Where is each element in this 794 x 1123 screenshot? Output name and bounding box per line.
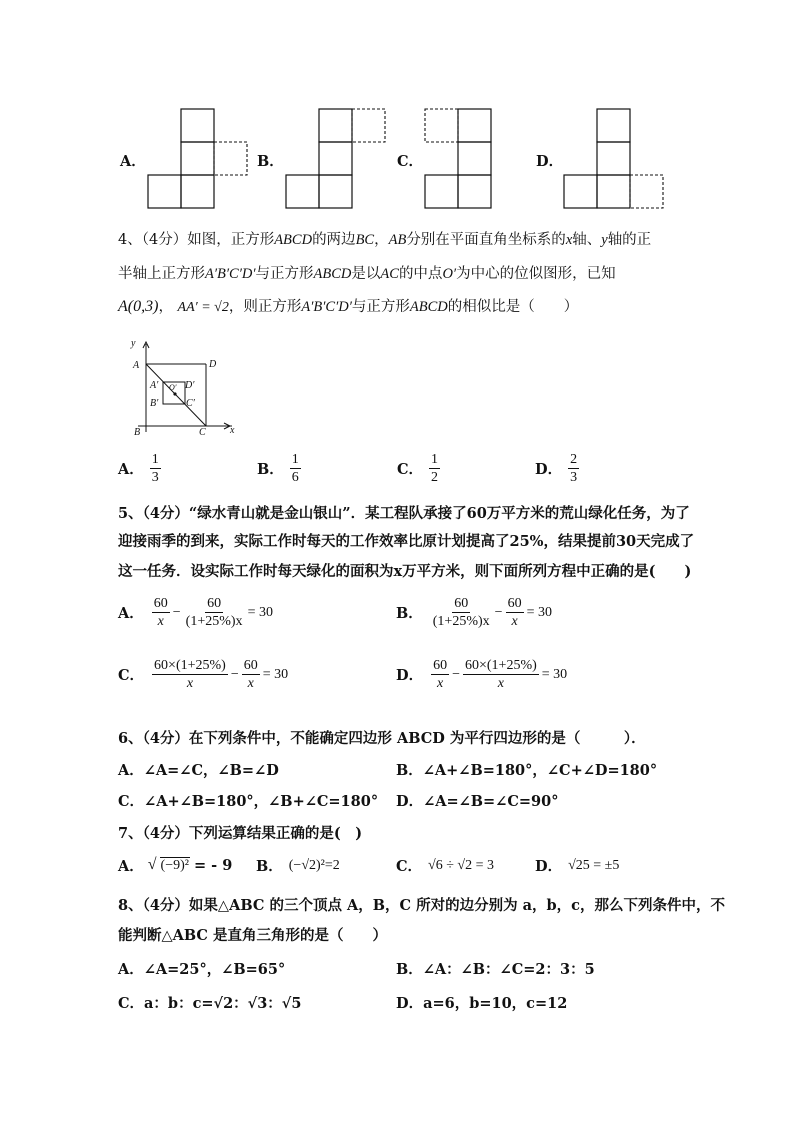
q8-stem-line1: 8、（4分）如果△ABC 的三个顶点 A，B，C 所对的边分别为 a，b，c，那么下列条件中，不: [118, 897, 725, 914]
q4-option-c: C． $\frac{1}{2}$: [397, 452, 439, 485]
q4-stem-line3: A(0,3)， AA′ = √2，则正方形A′B′C′D′与正方形ABCD的相似比是（ ）: [118, 298, 579, 315]
point-b-prime-label: B′: [150, 398, 159, 409]
q3-option-b-label: B．: [257, 153, 284, 170]
q3-option-c-figure: [423, 106, 533, 212]
q5-option-d: D． $\frac{60}{x}$ − $\frac{60\times(1+25\%)}{x}$ = 30: [396, 658, 568, 691]
q5-option-c: C． $\frac{60\times(1+25\%)}{x}$ − $\frac{60}{x}$ = 30: [118, 658, 289, 691]
q4-stem-line1: 4、（4分）如图，正方形ABCD的两边BC，AB分别在平面直角坐标系的x轴、y轴的正: [118, 232, 652, 248]
q3-option-d-label: D．: [536, 153, 564, 170]
q5-option-b: B． $\frac{60}{(1+25\%)x}$ − $\frac{60}{x}$ = 30: [396, 596, 552, 629]
q6-option-b: B．∠A+∠B=180°，∠C+∠D=180°: [396, 762, 658, 779]
q3-option-a-figure: [146, 106, 256, 212]
point-o-prime-label: O′: [169, 383, 177, 392]
q7-option-c: C． √6 ÷ √2 = 3: [396, 857, 494, 875]
point-c-prime-label: C′: [186, 398, 195, 409]
q6-stem: 6、（4分）在下列条件中，不能确定四边形 ABCD 为平行四边形的是（ ）．: [118, 730, 646, 747]
axis-x-label: x: [230, 425, 235, 436]
point-a-prime-label: A′: [150, 380, 159, 391]
q4-option-d: D． $\frac{2}{3}$: [535, 452, 578, 485]
point-d-label: D: [209, 359, 217, 370]
q4-option-a: A． $\frac{1}{3}$: [118, 452, 159, 485]
q8-option-b: B．∠A：∠B：∠C=2：3：5: [396, 961, 595, 978]
q4-stem-line2: 半轴上正方形A′B′C′D′与正方形ABCD是以AC的中点O′为中心的位似图形，已知: [118, 266, 616, 282]
q3-option-b-figure: [284, 106, 394, 212]
point-c-label: C: [199, 427, 206, 438]
q5-option-a: A． $\frac{60}{x}$ − $\frac{60}{(1+25\%)x}$ = 30: [118, 596, 273, 629]
q7-option-a: A． √ (−9)² = - 9: [118, 856, 233, 875]
q7-option-d: D． √25 = ±5: [535, 857, 620, 875]
q5-stem-line3: 这一任务．设实际工作时每天绿化的面积为x万平方米，则下面所列方程中正确的是( ): [118, 563, 692, 580]
q8-stem-line2: 能判断△ABC 是直角三角形的是（ ）: [118, 927, 388, 944]
q8-option-a: A．∠A=25°，∠B=65°: [118, 961, 286, 978]
q6-option-d: D．∠A=∠B=∠C=90°: [396, 793, 559, 810]
q4-option-b: B． $\frac{1}{6}$: [257, 452, 299, 485]
q7-option-b: B． (−√2)²=2: [256, 857, 340, 875]
q7-stem: 7、（4分）下列运算结果正确的是( ): [118, 825, 363, 842]
q6-option-c: C．∠A+∠B=180°，∠B+∠C=180°: [118, 793, 379, 810]
q8-option-c: C．a：b：c=√2：√3：√5: [118, 995, 302, 1012]
q5-stem-line1: 5、（4分）“绿水青山就是金山银山”．某工程队承接了60万平方米的荒山绿化任务，为了: [118, 505, 690, 522]
q3-option-c-label: C．: [397, 153, 424, 170]
q3-option-d-figure: [562, 106, 672, 212]
q8-option-d: D．a=6，b=10，c=12: [396, 995, 568, 1012]
point-d-prime-label: D′: [185, 380, 195, 391]
point-a-label: A: [133, 360, 140, 371]
axis-y-label: y: [131, 338, 136, 349]
q5-stem-line2: 迎接雨季的到来，实际工作时每天的工作效率比原计划提高了25%，结果提前30天完成了: [118, 533, 695, 550]
q6-option-a: A．∠A=∠C，∠B=∠D: [118, 762, 279, 779]
q3-option-a-label: A．: [120, 153, 146, 170]
point-b-label: B: [134, 427, 141, 438]
q4-coordinate-figure: [128, 338, 238, 438]
